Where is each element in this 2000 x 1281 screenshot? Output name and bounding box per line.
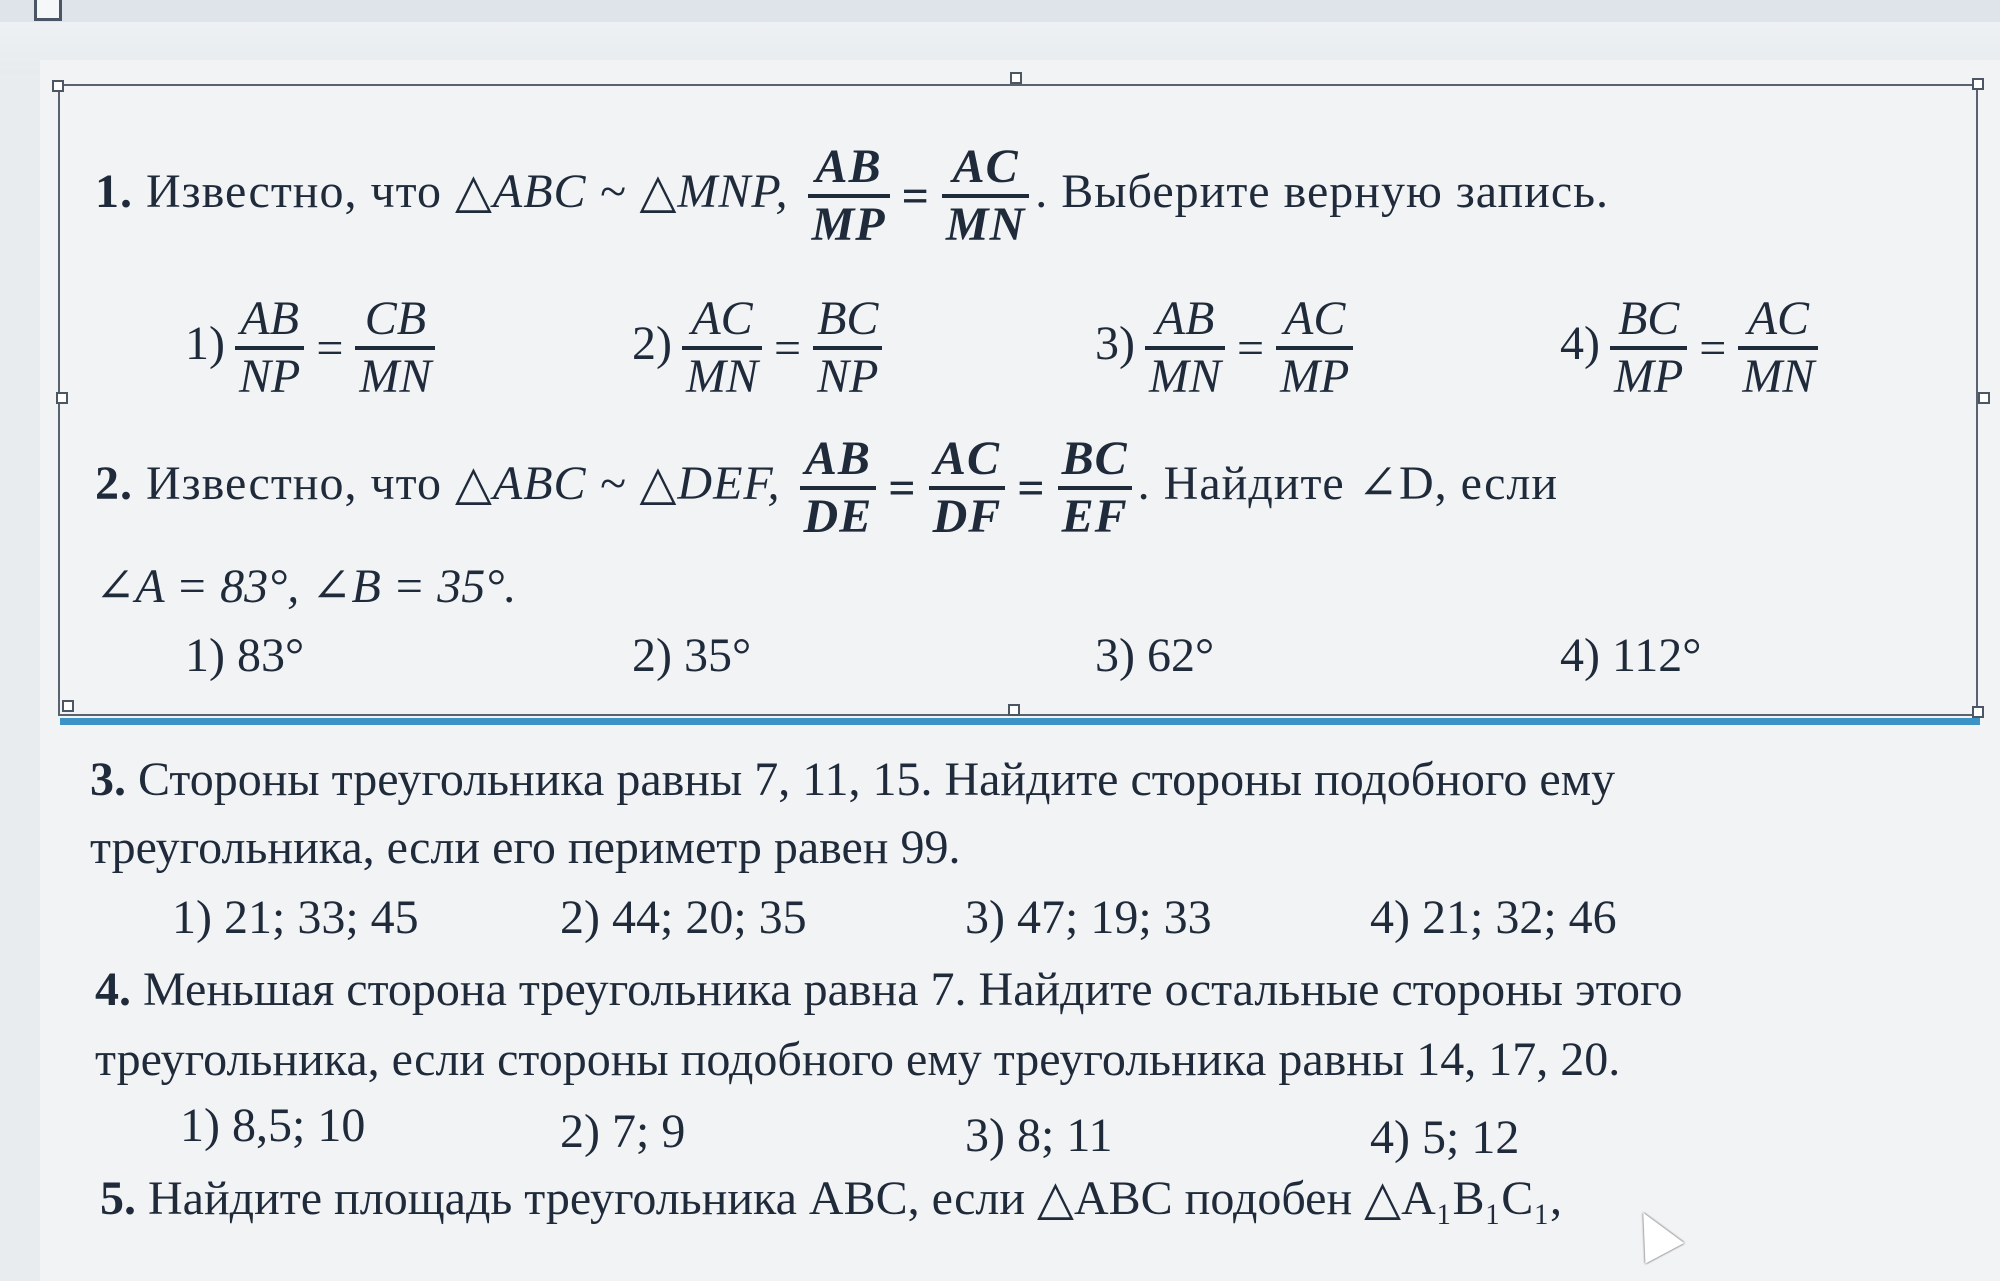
problem-number: 1. <box>95 165 133 219</box>
equals-sign: = <box>888 461 917 515</box>
option-label: 4) <box>1560 317 1600 371</box>
option-label: 3) <box>1095 317 1135 371</box>
numerator: BC <box>813 292 882 350</box>
problem-4-line-2: треугольника, если стороны подобного ему треугольника равны 14, 17, 20. <box>95 1033 1621 1086</box>
denominator: NP <box>238 350 301 403</box>
problem-2-option-1[interactable]: 1) 83° <box>185 629 305 682</box>
problem-text: Найдите площадь треугольника ABC, если △ABC подобен △A₁B₁C₁, <box>148 1172 1562 1225</box>
numerator: AB <box>1145 292 1225 350</box>
resize-handle-bottom-left[interactable] <box>62 700 74 712</box>
numerator: AB <box>808 140 890 198</box>
equals-sign: = <box>1236 321 1265 375</box>
resize-handle-top-right[interactable] <box>1972 78 1984 90</box>
problem-1-option-2[interactable] <box>632 292 888 404</box>
option-label: 1) <box>185 317 225 371</box>
problem-2-option-2[interactable]: 2) 35° <box>632 629 752 682</box>
problem-3-option-2[interactable]: 2) 44; 20; 35 <box>560 891 807 944</box>
fraction <box>929 432 1006 544</box>
equals-sign: = <box>316 321 344 375</box>
fraction <box>1145 292 1225 404</box>
problem-3-option-1[interactable]: 1) 21; 33; 45 <box>172 891 419 944</box>
fraction <box>235 292 304 404</box>
denominator: MP <box>1613 350 1684 403</box>
problem-number: 2. <box>95 457 133 511</box>
problem-2-option-4[interactable]: 4) 112° <box>1560 629 1702 682</box>
resize-handle-bottom-center[interactable] <box>1008 704 1020 716</box>
problem-4-option-3[interactable]: 3) 8; 11 <box>965 1109 1113 1162</box>
denominator: MP <box>1280 350 1350 403</box>
problem-4-option-4[interactable]: 4) 5; 12 <box>1370 1111 1520 1164</box>
resize-handle-bottom-right[interactable] <box>1972 706 1984 718</box>
problem-text: Меньшая сторона треугольника равна 7. Найдите остальные стороны этого <box>143 963 1683 1016</box>
problem-text: Стороны треугольника равны 7, 11, 15. Найдите стороны подобного ему <box>138 753 1616 806</box>
numerator: BC <box>1058 432 1132 490</box>
equals-sign: = <box>1017 461 1046 515</box>
numerator: BC <box>1610 292 1687 350</box>
problem-1-statement <box>95 140 1609 252</box>
option-label: 2) <box>632 317 672 371</box>
denominator: MN <box>1742 350 1815 403</box>
resize-handle-middle-left[interactable] <box>56 392 68 404</box>
equals-sign: = <box>901 169 930 223</box>
denominator: MN <box>945 198 1026 251</box>
problem-2-statement <box>95 432 1558 544</box>
problem-5-line-1 <box>100 1170 1562 1226</box>
problem-text: Известно, что <box>146 165 442 219</box>
problem-text-tail: . Выберите верную запись. <box>1035 165 1610 219</box>
problem-1-option-4[interactable] <box>1560 292 1824 404</box>
frame-selection-bar <box>60 718 1980 725</box>
denominator: MP <box>811 198 886 251</box>
numerator: AC <box>929 432 1006 490</box>
resize-handle-top-center[interactable] <box>1010 72 1022 84</box>
fraction <box>1058 432 1132 544</box>
resize-handle-top-left[interactable] <box>52 80 64 92</box>
fraction <box>355 292 435 404</box>
problem-number: 4. <box>95 963 131 1016</box>
numerator: AB <box>235 292 304 350</box>
numerator: AC <box>1738 292 1818 350</box>
problem-number: 3. <box>90 753 126 806</box>
equals-sign: = <box>773 321 802 375</box>
problem-2-option-3[interactable]: 3) 62° <box>1095 629 1215 682</box>
numerator: AC <box>682 292 762 350</box>
problem-1-option-1[interactable] <box>185 292 441 404</box>
denominator: EF <box>1061 490 1128 543</box>
denominator: MN <box>1148 350 1221 403</box>
numerator: AB <box>800 432 877 490</box>
resize-handle-middle-right[interactable] <box>1978 392 1990 404</box>
numerator: CB <box>355 292 435 350</box>
numerator: AC <box>1276 292 1353 350</box>
window-top-bar <box>0 0 2000 22</box>
problem-4-option-1[interactable]: 1) 8,5; 10 <box>180 1099 366 1152</box>
denominator: MN <box>359 350 432 403</box>
denominator: MN <box>685 350 758 403</box>
problem-3-option-4[interactable]: 4) 21; 32; 46 <box>1370 891 1617 944</box>
problem-text-tail: . Найдите ∠D, если <box>1137 457 1559 511</box>
denominator: DE <box>803 490 873 543</box>
fraction <box>1276 292 1353 404</box>
fraction <box>813 292 882 404</box>
denominator: DF <box>932 490 1002 543</box>
similarity-relation: △ABC ~ △DEF, <box>454 457 781 511</box>
problem-3-line-1 <box>90 752 1615 807</box>
problem-1-option-3[interactable] <box>1095 292 1359 404</box>
problem-4-line-1 <box>95 962 1682 1017</box>
problem-2-given-angles: ∠A = 83°, ∠B = 35°. <box>95 560 517 613</box>
fraction <box>942 140 1029 252</box>
equals-sign: = <box>1699 321 1727 375</box>
fraction <box>1738 292 1818 404</box>
numerator: AC <box>942 140 1029 198</box>
problem-3-option-3[interactable]: 3) 47; 19; 33 <box>965 891 1212 944</box>
fraction <box>800 432 877 544</box>
problem-3-line-2: треугольника, если его периметр равен 99. <box>90 821 961 874</box>
similarity-relation: △ABC ~ △MNP, <box>454 165 789 219</box>
fraction <box>1610 292 1687 404</box>
denominator: NP <box>817 350 879 403</box>
problem-number: 5. <box>100 1172 136 1225</box>
fraction <box>808 140 890 252</box>
document-icon[interactable] <box>34 0 62 21</box>
problem-text: Известно, что <box>146 457 442 511</box>
fraction <box>682 292 762 404</box>
problem-4-option-2[interactable]: 2) 7; 9 <box>560 1105 686 1158</box>
